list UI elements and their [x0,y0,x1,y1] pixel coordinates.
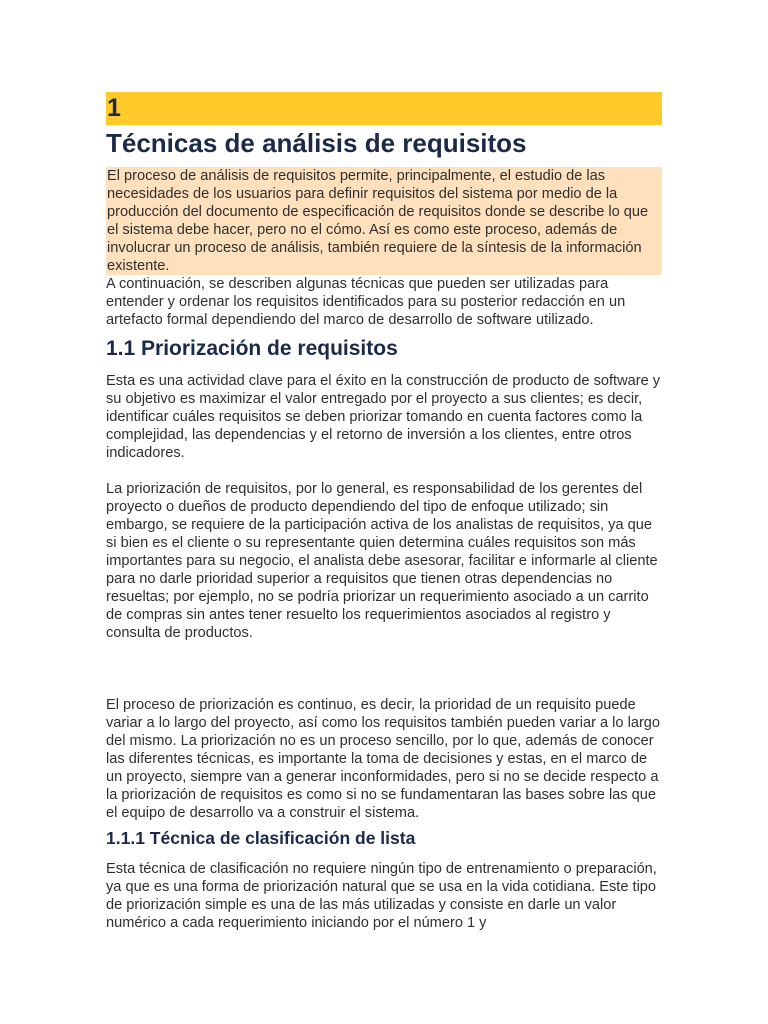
paragraph-spacer [106,642,662,696]
section-1-1-paragraph-2: La priorización de requisitos, por lo general, es responsabilidad de los gerentes del proyecto o dueños de producto dependiendo del tipo de enfoque utilizado; sin embargo, se requiere de la participación activa de los analistas de requisitos, ya que si bien es el cliente o su representante quien determina cuáles requisitos son más importantes para su negocio, el analista debe asesorar, facilitar e informarle al cliente para no darle prioridad superior a requisitos que tienen otras dependencias no resueltas; por ejemplo, no se podría priorizar un requerimiento asociado a un carrito de compras sin antes tener resuelto los requerimientos asociados al registro y consulta de productos. [106,481,658,641]
intro-continuation-paragraph: A continuación, se describen algunas técnicas que pueden ser utilizadas para entender y ordenar los requisitos identificados para su posterior redacción en un artefacto formal dependiendo del marco de desarrollo de software utilizado. [106,276,626,328]
document-page [106,92,662,932]
paragraph-spacer [106,462,662,480]
chapter-number: 1 [106,92,662,125]
section-1-1-paragraph-1: Esta es una actividad clave para el éxito en la construcción de producto de software y su objetivo es maximizar el valor entregado por el proyecto a sus clientes; es decir, identificar cuáles requisitos se deben priorizar tomando en cuenta factores como la complejidad, las dependencias y el retorno de inversión a los clientes, entre otros indicadores. [106,373,661,461]
section-1-1-paragraph-3: El proceso de priorización es continuo, es decir, la prioridad de un requisito puede variar a lo largo del proyecto, así como los requisitos también pueden variar a lo largo del mismo. La priorización no es un proceso sencillo, por lo que, además de conocer las diferentes técnicas, es importante la toma de decisiones y estas, en el marco de un proyecto, siempre van a generar inconformidades, pero si no se decide respecto a la priorización de requisitos es como si no se fundamentaran las bases sobre las que el equipo de desarrollo va a construir el sistema. [106,697,661,821]
section-1-1-1-paragraph: Esta técnica de clasificación no requiere ningún tipo de entrenamiento o preparación, ya que es una forma de priorización natural que se usa en la vida cotidiana. Este tipo de priorización simple es una de las más utilizadas y consiste en darle un valor numérico a cada requerimiento iniciando por el número 1 y [106,861,657,931]
section-heading-1-1: 1.1 Priorización de requisitos [106,337,398,360]
section-heading-1-1-1: 1.1.1 Técnica de clasificación de lista [106,828,416,848]
chapter-title: Técnicas de análisis de requisitos [106,128,527,158]
intro-highlighted-paragraph: El proceso de análisis de requisitos permite, principalmente, el estudio de las necesidades de los usuarios para definir requisitos del sistema por medio de la producción del documento de especificación de requisitos donde se describe lo que el sistema debe hacer, pero no el cómo. Así es como este proceso, además de involucrar un proceso de análisis, también requiere de la síntesis de la información existente. [106,167,662,275]
